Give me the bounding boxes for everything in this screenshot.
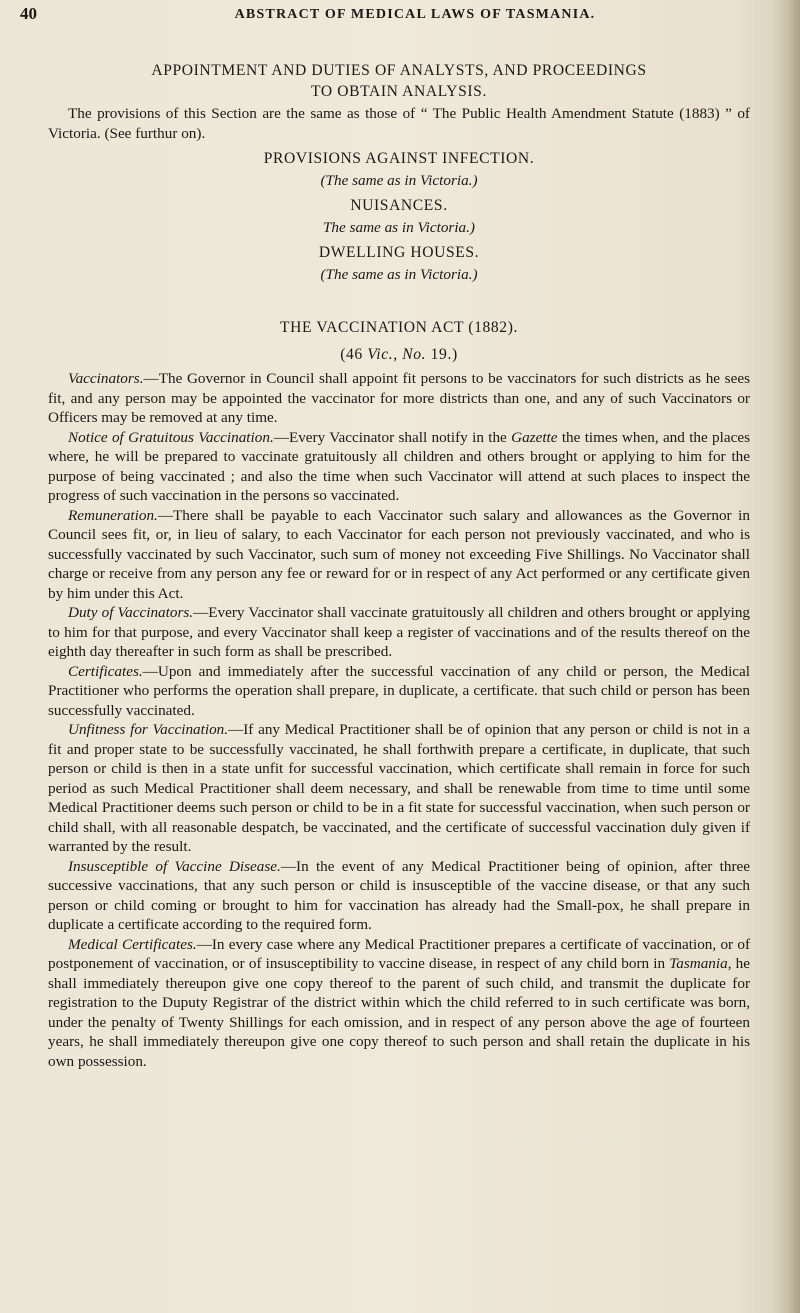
act-reference-open: (46 xyxy=(340,346,368,363)
section-infection-heading xyxy=(48,148,750,193)
act-reference xyxy=(48,344,750,365)
page-body xyxy=(48,60,750,1071)
paragraph-body: —The Governor in Council shall appoint fit persons to be vaccinators for such districts as he sees fit, and any person may be appointed the vaccinator for more districts than one, and any of such Vaccinators or Officers may be removed at any time. xyxy=(48,370,750,426)
paragraph-body: —Every Vaccinator shall vaccinate gratuitously all children and others brought or applying to him for that purpose, and every Vaccinator shall keep a register of vaccinations and of the results thereof on the eighth day thereafter in such form as shall be prescribed. xyxy=(48,604,751,660)
paragraph-body: , he shall immediately thereupon give one copy thereof to the parent of such child, and transmit the duplicate for registration to the Duputy Registrar of the district within which the child referred to in such certificate was born, under the penalty of Twenty Shillings for each omission, and in respect of any person above the age of fourteen years, he shall immediately thereupon give one copy thereof to such person and shall retain the duplicate in his own possession. xyxy=(48,955,750,1070)
act-reference-close: 19.) xyxy=(426,346,458,363)
paragraph-body-pre: —In every case where any Medical Practitioner prepares a certificate of vaccination, or of postponement of vaccination, or of insusceptibility to vaccine disease, in respect of any child born in xyxy=(48,935,751,972)
paragraph-body: —If any Medical Practitioner shall be of opinion that any person or child is not in a fit and proper state to be successfully vaccinated, he shall forthwith prepare a certificate, in duplicate, that such person or child is then in a state unfit for successful vaccination, which certificate shall remain in force for such period as such Medical Practitioner shall deem necessary, and shall be renewable from time to time until some Medical Practitioner deems such person or child to be in a fit state for successful vaccination, when such person or child shall, with all reasonable despatch, be vaccinated, and the certificate of successful vaccination duly given if warranted by the result. xyxy=(48,721,750,855)
paragraph-medical-certificates xyxy=(48,935,750,1072)
act-title: THE VACCINATION ACT (1882). xyxy=(280,319,518,336)
section-note: The same as in Victoria.) xyxy=(322,219,475,236)
paragraph-body: —In the event of any Medical Practitioner being of opinion, after three successive vaccinations, that any such person or child is insusceptible of the vaccine disease, or that any such person or child coming or brought to him for vaccination has already had the Small-pox, he shall prepare in duplicate a certificate according to the required form. xyxy=(48,857,750,933)
paragraph-heading: Unfitness for Vaccination. xyxy=(68,721,229,738)
gazette-term: Gazette xyxy=(511,428,558,446)
paragraph-heading: Remuneration. xyxy=(68,506,158,524)
paragraph-heading: Medical Certificates. xyxy=(68,935,197,953)
section-title: PROVISIONS AGAINST INFECTION. xyxy=(263,150,535,167)
paragraph-notice xyxy=(48,428,750,506)
section-title: APPOINTMENT AND DUTIES OF ANALYSTS, AND PROCEEDINGS xyxy=(151,62,647,79)
act-paragraphs xyxy=(48,369,750,1071)
section-vaccination-act-heading xyxy=(48,317,750,365)
section-title: DWELLING HOUSES. xyxy=(318,244,480,261)
paragraph-heading: Duty of Vaccinators. xyxy=(68,604,194,621)
page-edge-shadow xyxy=(772,0,800,1313)
paragraph-unfitness xyxy=(48,720,750,857)
section-note: (The same as in Victoria.) xyxy=(320,266,478,283)
section-dwellings-heading xyxy=(48,242,750,287)
section-title: NUISANCES. xyxy=(350,197,448,214)
section-nuisances-heading xyxy=(48,195,750,240)
paragraph-duty xyxy=(48,603,750,662)
section-analysts-heading xyxy=(48,60,750,102)
paragraph-heading: Notice of Gratuitous Vaccination. xyxy=(68,428,274,446)
paragraph-heading: Certificates. xyxy=(68,662,143,680)
paragraph-body: —Upon and immediately after the successful vaccination of any child or person, the Medical Practitioner who performs the operation shall prepare, in duplicate, a certificate. that such child or person has been successfully vaccinated. xyxy=(48,662,750,719)
paragraph-body: —There shall be payable to each Vaccinator such salary and allowances as the Governor in Council sees fit, or, in lieu of salary, to each Vaccinator for each person not previously vaccinated, and who is successfully vaccinated by such Vaccinator, such sum of money not exceeding Five Shillings. No Vaccinator shall charge or receive from any person any fee or reward for or in respect of any Act performed or any certificate given by him under this Act. xyxy=(48,506,750,602)
paragraph-body: the times when, and the places where, he will be prepared to vaccinate gratuitously all children and others brought or applying to him for the purpose of being vaccinated ; and also the time when such Vaccinator will attend at such places to inspect the progress of such vaccination in the persons so vaccinated. xyxy=(48,428,751,504)
analysts-text: The provisions of this Section are the same as those of “ The Public Health Amendment Statute (1883) ” of Victoria. (See furthur on). xyxy=(48,105,750,142)
section-title-continued: TO OBTAIN ANALYSIS. xyxy=(311,83,487,100)
paragraph-insusceptible xyxy=(48,857,750,935)
paragraph-vaccinators xyxy=(48,369,750,428)
paragraph-heading: Vaccinators. xyxy=(68,370,144,387)
paragraph-remuneration xyxy=(48,506,750,604)
paragraph-body-pre: —Every Vaccinator shall notify in the xyxy=(273,428,512,446)
page-number: 40 xyxy=(20,4,37,23)
paragraph-heading: Insusceptible of Vaccine Disease. xyxy=(68,857,281,875)
paragraph-certificates xyxy=(48,662,750,721)
running-head: ABSTRACT OF MEDICAL LAWS OF TASMANIA. xyxy=(234,7,596,22)
tasmania-term: Tasmania xyxy=(669,955,728,972)
section-note: (The same as in Victoria.) xyxy=(320,172,478,189)
page-header xyxy=(20,4,760,30)
act-reference-vic: Vic., No. xyxy=(367,346,427,363)
